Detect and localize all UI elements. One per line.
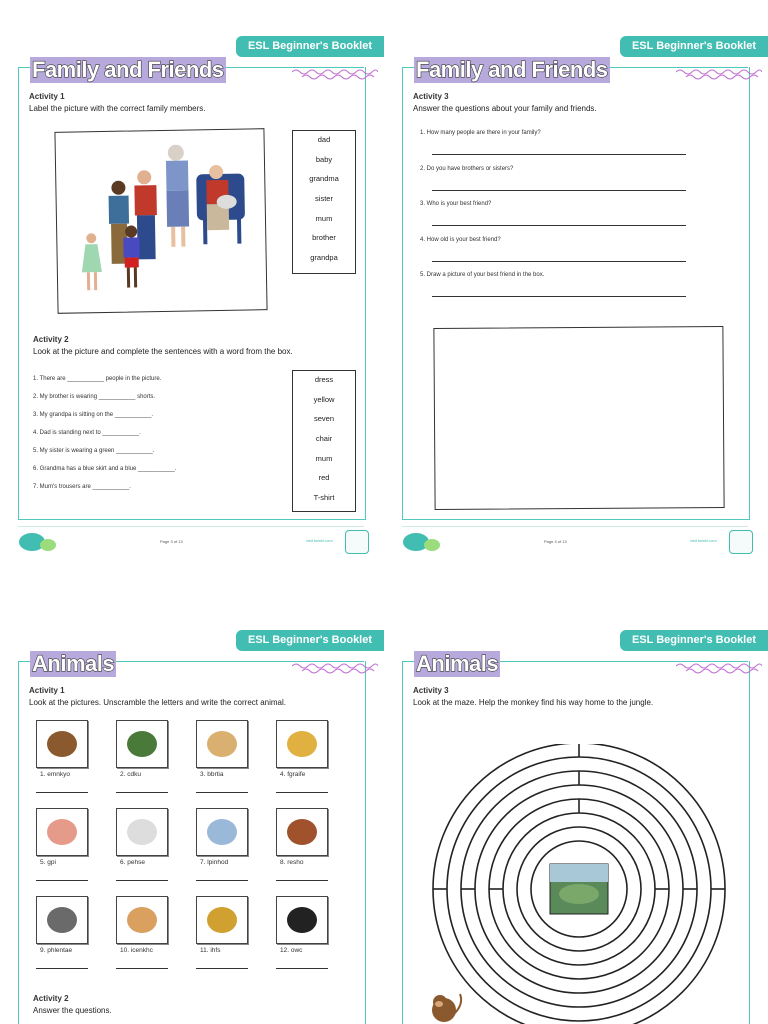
word-box-family [292, 130, 356, 274]
page-animals-activity-3 [384, 594, 768, 1024]
word-box-item: chair [315, 434, 333, 444]
answer-line[interactable] [36, 880, 88, 881]
word-box-item: seven [313, 414, 334, 424]
footer-divider [18, 526, 364, 527]
sentence-item: 5. My sister is wearing a green ___________. [33, 448, 155, 454]
booklet-tab: ESL Beginner's Booklet [620, 36, 768, 57]
answer-line[interactable] [432, 190, 686, 191]
sentence-item: 6. Grandma has a blue skirt and a blue ___________. [33, 466, 177, 472]
answer-line[interactable] [196, 880, 248, 881]
sentence-item: 7. Mum's trousers are ___________. [33, 484, 131, 490]
word-box-item: sister [315, 194, 333, 204]
answer-line[interactable] [36, 792, 88, 793]
squiggle-decoration [676, 68, 762, 80]
page-animals-activity-1-2 [0, 594, 384, 1024]
answer-line[interactable] [276, 880, 328, 881]
word-box-item: T-shirt [313, 493, 335, 503]
answer-line[interactable] [276, 792, 328, 793]
booklet-tab: ESL Beginner's Booklet [236, 36, 384, 57]
word-box-item: dress [314, 375, 334, 384]
scrambled-word: 11. ihfs [200, 947, 221, 954]
animal-picture [116, 808, 168, 856]
family-illustration [55, 129, 266, 313]
animal-picture [36, 896, 88, 944]
word-box-sentences [292, 370, 356, 512]
animal-picture [196, 720, 248, 768]
fish-icon [207, 907, 237, 933]
animal-picture [36, 808, 88, 856]
animal-picture [276, 808, 328, 856]
chicken-icon [127, 907, 157, 933]
word-box-item: mum [315, 213, 333, 223]
duck-icon [127, 731, 157, 757]
word-box-item: grandpa [310, 253, 338, 263]
word-box-item: grandma [309, 174, 339, 184]
answer-line[interactable] [432, 296, 686, 297]
word-box-item: brother [312, 233, 336, 243]
scrambled-word: 6. pehse [120, 859, 145, 866]
answer-line[interactable] [116, 968, 168, 969]
scrambled-word: 5. gpi [40, 859, 56, 866]
squiggle-decoration [676, 662, 762, 674]
horse-icon [287, 819, 317, 845]
page-family-activity-1-2 [0, 0, 384, 560]
pig-icon [47, 819, 77, 845]
scrambled-word: 3. bbrtia [200, 771, 224, 778]
cow-icon [287, 907, 317, 933]
footer-page-number: Page 4 of 13 [544, 539, 567, 544]
squiggle-decoration [292, 662, 378, 674]
answer-line[interactable] [36, 968, 88, 969]
scrambled-word: 7. lpinhod [200, 859, 229, 866]
scrambled-word: 12. owc [280, 947, 303, 954]
activity-1-instruction: Label the picture with the correct family members. [29, 104, 206, 113]
scrambled-word: 1. emnkyo [40, 771, 70, 778]
quality-badge [345, 530, 369, 554]
draw-box[interactable] [433, 326, 724, 510]
word-box-item: baby [315, 154, 333, 164]
sentence-item: 2. My brother is wearing ___________ shorts. [33, 394, 156, 400]
question-item: 2. Do you have brothers or sisters? [420, 165, 514, 172]
giraffe-icon [287, 731, 317, 757]
answer-line[interactable] [196, 968, 248, 969]
family-picture [54, 128, 267, 314]
scrambled-word: 4. fgraife [280, 771, 306, 778]
activity-1-instruction: Look at the pictures. Unscramble the letters and write the correct animal. [29, 698, 287, 707]
scrambled-word: 10. icenkhc [120, 947, 153, 954]
footer-url[interactable]: visit twinkl.com [306, 538, 333, 543]
word-box-item: yellow [313, 394, 335, 404]
answer-line[interactable] [116, 792, 168, 793]
answer-line[interactable] [196, 792, 248, 793]
page-family-activity-3 [384, 0, 768, 560]
activity-2-instruction: Answer the questions. [33, 1006, 112, 1015]
animal-picture [276, 720, 328, 768]
page-title: Family and Friends [416, 57, 608, 82]
answer-line[interactable] [432, 154, 686, 155]
answer-line[interactable] [432, 225, 686, 226]
page-title: Animals [32, 651, 115, 676]
activity-3-heading: Activity 3 [413, 686, 449, 695]
question-item: 4. How old is your best friend? [420, 236, 501, 243]
animal-picture [196, 808, 248, 856]
activity-2-instruction: Look at the picture and complete the sentences with a word from the box. [33, 347, 293, 356]
scrambled-word: 2. cdku [120, 771, 141, 778]
booklet-tab: ESL Beginner's Booklet [236, 630, 384, 651]
dolphin-icon [207, 819, 237, 845]
question-item: 1. How many people are there in your family? [420, 130, 541, 136]
rabbit-icon [207, 731, 237, 757]
animal-picture [116, 896, 168, 944]
activity-1-heading: Activity 1 [29, 92, 65, 101]
twinkl-logo [18, 531, 58, 553]
page-title: Animals [416, 651, 499, 676]
twinkl-logo [402, 531, 442, 553]
answer-line[interactable] [276, 968, 328, 969]
sheep-icon [127, 819, 157, 845]
booklet-tab: ESL Beginner's Booklet [620, 630, 768, 651]
monkey-icon [424, 990, 468, 1024]
sentence-item: 1. There are ___________ people in the picture. [33, 376, 162, 382]
word-box-item: dad [317, 135, 331, 144]
question-item: 3. Who is your best friend? [420, 201, 492, 207]
page-title: Family and Friends [32, 57, 224, 82]
word-box-item: red [318, 473, 330, 483]
answer-line[interactable] [116, 880, 168, 881]
scrambled-word: 8. resho [280, 859, 304, 866]
sentence-item: 3. My grandpa is sitting on the ___________. [33, 412, 154, 418]
animal-picture [116, 720, 168, 768]
animal-picture [196, 896, 248, 944]
activity-3-instruction: Answer the questions about your family and friends. [413, 104, 597, 113]
question-item: 5. Draw a picture of your best friend in the box. [420, 272, 545, 278]
activity-1-heading: Activity 1 [29, 686, 65, 695]
animal-picture [36, 720, 88, 768]
sentence-item: 4. Dad is standing next to ___________. [33, 430, 141, 436]
footer-divider [402, 526, 748, 527]
activity-2-heading: Activity 2 [33, 335, 69, 344]
footer-page-number: Page 3 of 13 [160, 539, 183, 544]
activity-3-heading: Activity 3 [413, 92, 449, 101]
squiggle-decoration [292, 68, 378, 80]
activity-3-instruction: Look at the maze. Help the monkey find his way home to the jungle. [413, 698, 654, 707]
word-box-item: mum [315, 453, 333, 463]
scrambled-word: 9. phlentae [40, 947, 73, 954]
elephant-icon [47, 907, 77, 933]
footer-url[interactable]: visit twinkl.com [690, 538, 717, 543]
activity-2-heading: Activity 2 [33, 994, 69, 1003]
animal-picture [276, 896, 328, 944]
monkey-icon [47, 731, 77, 757]
answer-line[interactable] [432, 261, 686, 262]
quality-badge [729, 530, 753, 554]
circular-maze[interactable] [424, 744, 734, 1024]
